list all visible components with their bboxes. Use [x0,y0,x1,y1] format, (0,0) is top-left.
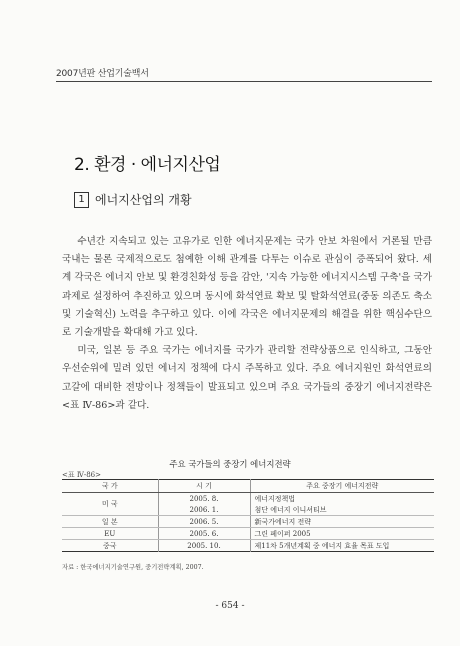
country-cell: 일 본 [62,516,158,528]
column-header: 주요 중장기 에너지전략 [250,480,434,493]
table-header-row [62,480,434,493]
table-row [62,528,434,540]
section-title: 에너지산업의 개황 [95,193,192,207]
paragraph: 미국, 일본 등 주요 국가는 에너지를 국가가 관리할 전략상품으로 인식하고, 그동안 우선순위에 밀려 있던 에너지 정책에 다시 주목하고 있다. 주요 에너지원인 화석연료의 고갈에 대비한 전망이나 정책들이 발표되고 있으며 주요 국가들의 중장기 에너지전략은 <표 Ⅳ-86>과 같다. [62,345,432,411]
strategy-cell: 제11차 5개년계획 중 에너지 효율 목표 도입 [250,540,434,552]
strategy-cell: 新국가에너지 전략 [250,516,434,528]
country-cell: EU [62,528,158,540]
strategy-cell: 에너지정책법 [250,493,434,505]
period-cell: 2006. 5. [158,516,250,528]
period-cell: 2005. 8. [158,493,250,505]
section-heading [74,191,192,208]
table-label: <표 Ⅳ-86> [62,471,101,479]
paragraph: 수년간 지속되고 있는 고유가로 인한 에너지문제는 국가 안보 차원에서 거론될 만큼 국내는 물론 국제적으로도 첨예한 이해 관계를 다투는 이슈로 관심이 증폭되어 왔다. 세계 각국은 에너지 안보 및 환경친화성 등을 감안, '지속 가능한 에너지시스템 구축'을 국가과제로 설정하여 추진하고 있으며 동시에 화석연료 확보 및 탈화석연료(중동 의존도 축소 및 기술혁신) 노력을 추구하고 있다. 이에 각국은 에너지문제의 해결을 위한 핵심수단으로 기술개발을 확대해 가고 있다. [62,236,432,339]
period-cell: 2006. 1. [158,504,250,516]
table-row [62,540,434,552]
strategy-cell: 첨단 에너지 이니셔티브 [250,504,434,516]
energy-strategy-table [62,479,434,552]
running-header: 2007년판 산업기술백서 [56,69,149,79]
section-number: 1 [74,192,89,208]
column-header: 시 기 [158,480,250,493]
period-cell: 2005. 10. [158,540,250,552]
column-header: 국 가 [62,480,158,493]
table-source-note: 자료 : 한국에너지기술연구원, 중기전략계획, 2007. [62,564,204,571]
strategy-cell: 그린 페이퍼 2005 [250,528,434,540]
table-row [62,516,434,528]
table-row [62,493,434,505]
body-text [62,233,432,415]
country-cell: 미 국 [62,493,158,516]
country-cell: 중국 [102,541,117,550]
table-caption: 주요 국가들의 중장기 에너지전략 [169,459,291,469]
header-rule [56,81,432,82]
chapter-title: 2. 환경 · 에너지산업 [74,155,221,175]
page-number: - 654 - [215,601,245,611]
period-cell: 2005. 6. [158,528,250,540]
